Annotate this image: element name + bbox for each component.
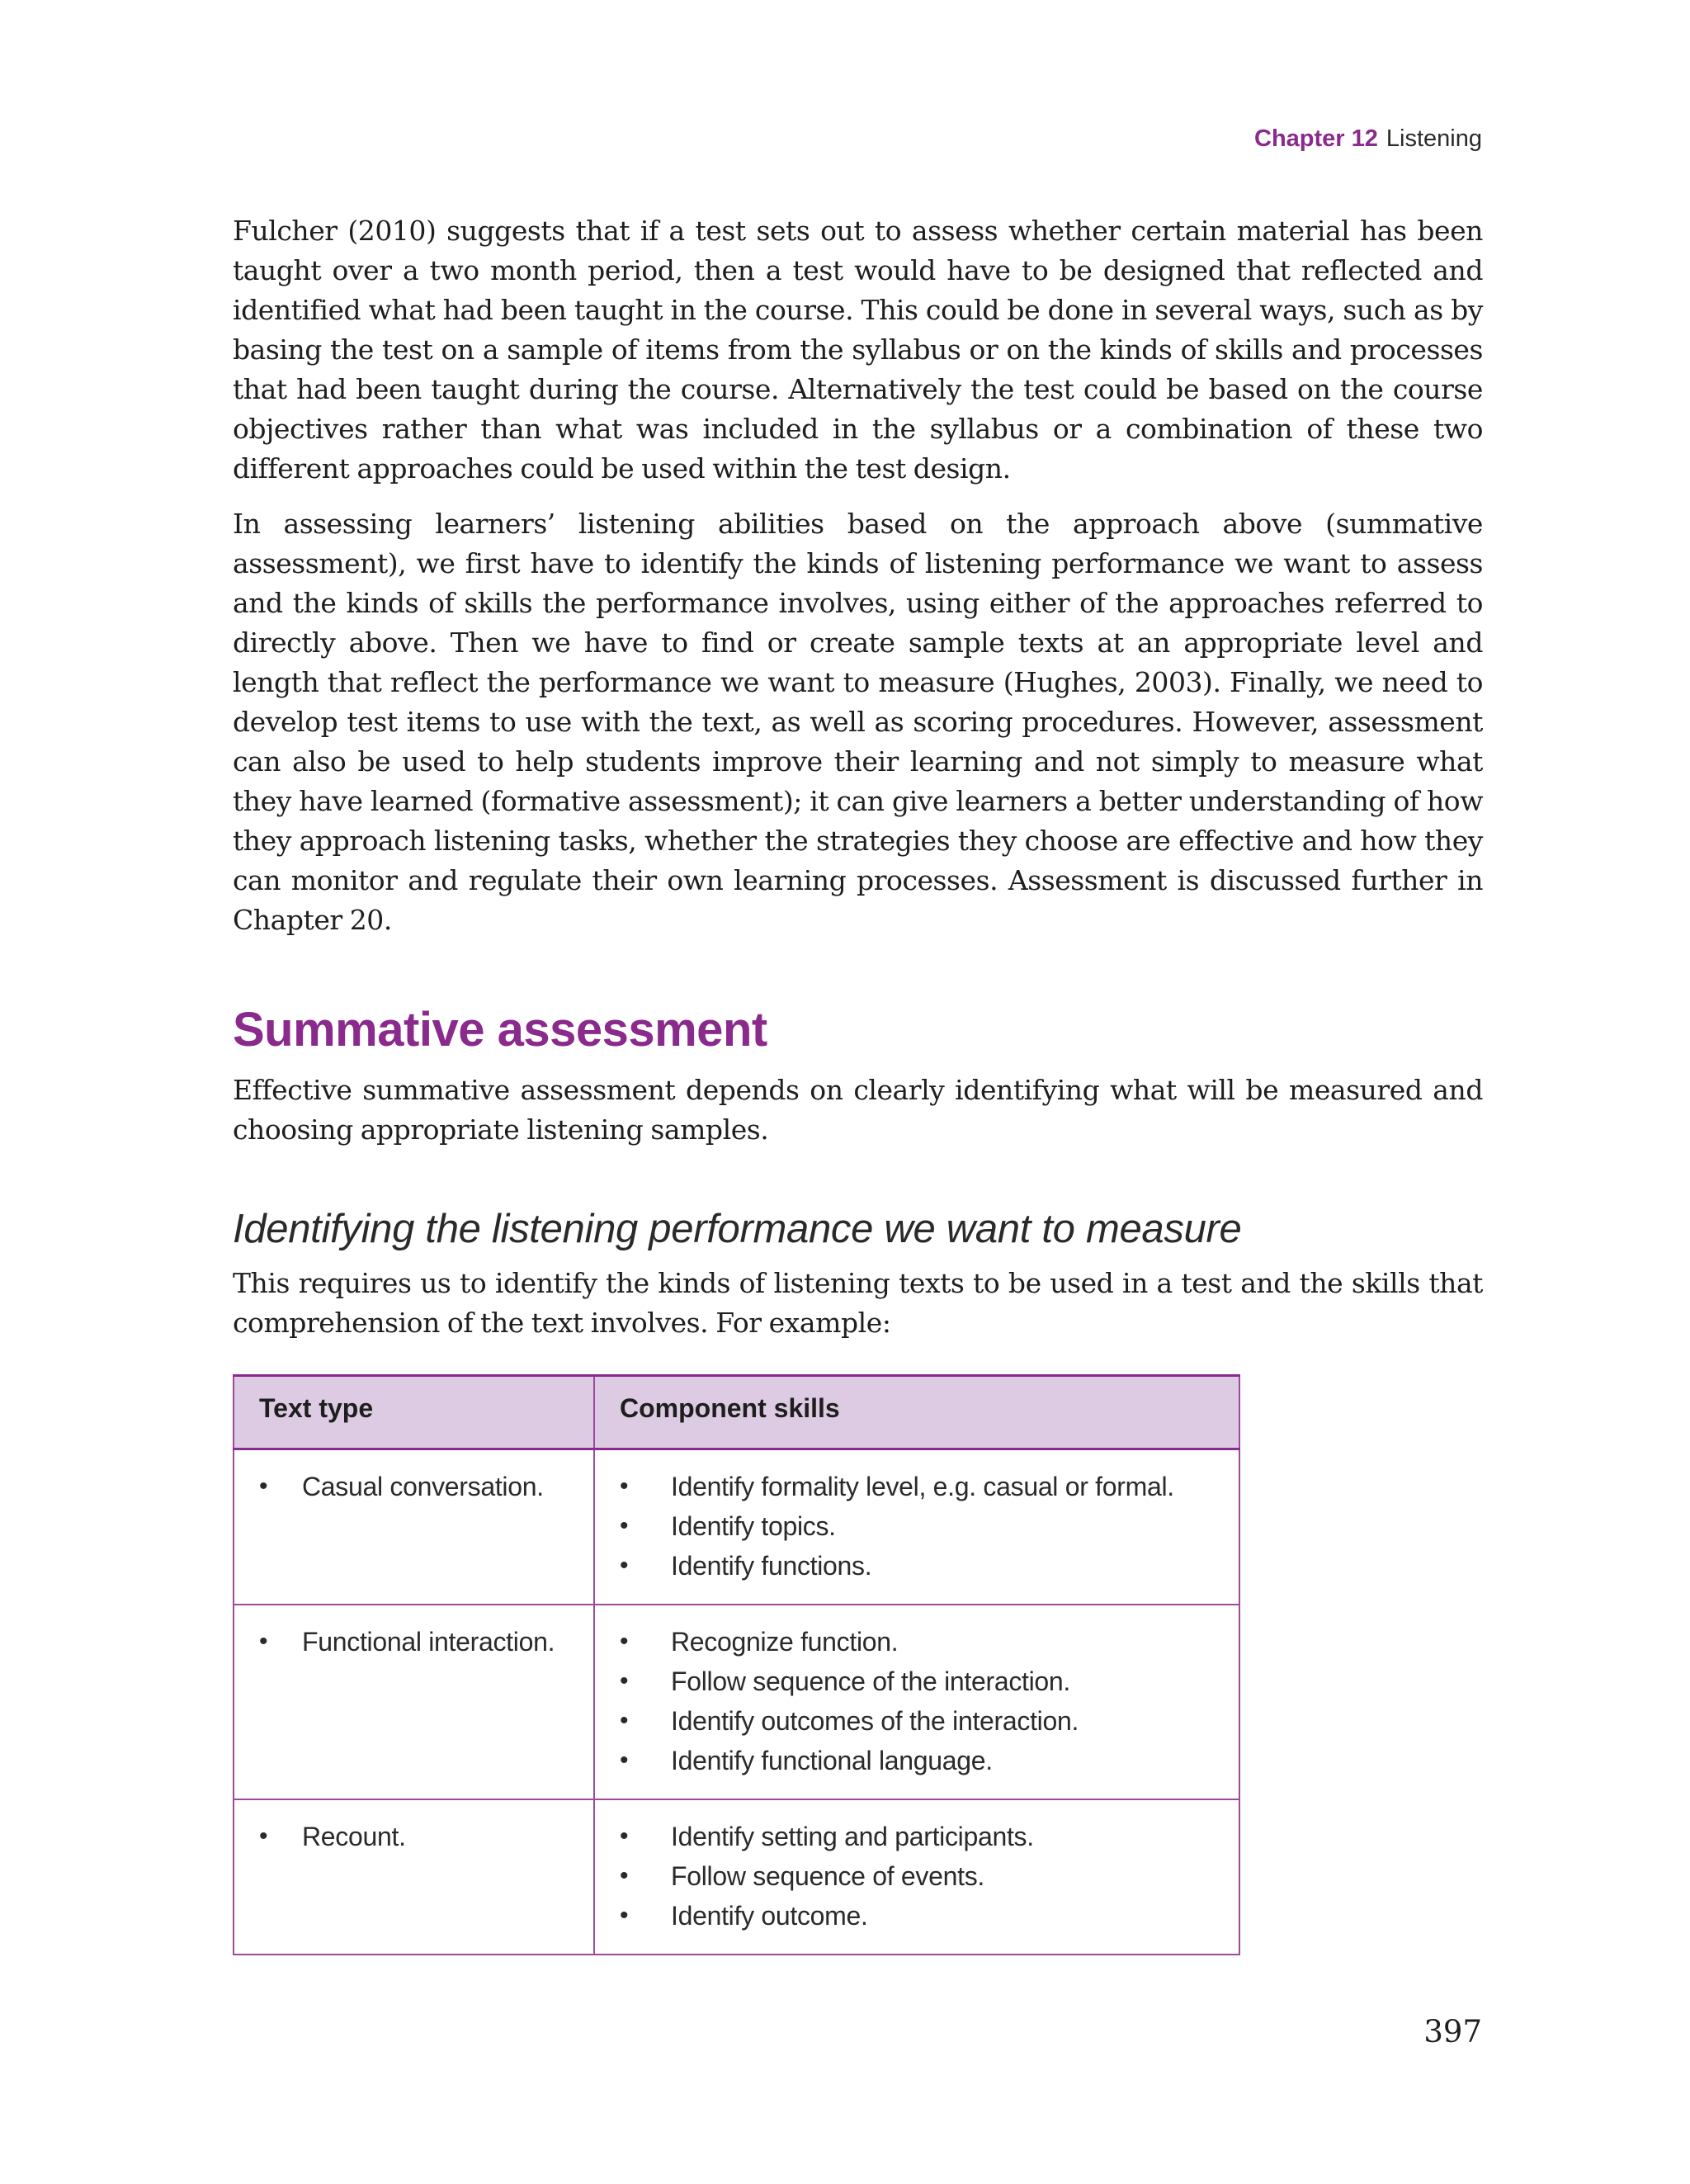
paragraph-fulcher: Fulcher (2010) suggests that if a test sets out to assess whether certain material has been taught over a two month period, then a test would have to be designed that reflected and identified what had been taught in the course. This could be done in several ways, such as by basing the test on a sample of items from the syllabus or on the kinds of skills and processes that had been taught during the course. Alternatively the test could be based on the course objectives rather than what was included in the syllabus or a combination of these two different approaches could be used within the test design. [233, 215, 1483, 485]
cell-component-skills [594, 1799, 1239, 1955]
header-text-type: Text type [234, 1376, 594, 1449]
page-number: 397 [1423, 2014, 1482, 2049]
list-item: • Follow sequence of events. [620, 1856, 1220, 1896]
list-item: • Identify setting and participants. [620, 1817, 1220, 1856]
list-item: • Identify outcome. [620, 1896, 1220, 1936]
section-heading: Summative assessment [233, 1003, 767, 1057]
cell-component-skills [594, 1605, 1239, 1799]
table-row [234, 1799, 1239, 1955]
cell-text-type [234, 1799, 594, 1955]
running-head-chapter: Chapter 12 [1254, 125, 1378, 152]
table-row [234, 1605, 1239, 1799]
paragraph-assessing: In assessing learners’ listening abilities based on the approach above (summative assessment), we first have to identify the kinds of listening performance we want to assess and the kinds of skills the performance involves, using either of the approaches referred to directly above. Then we have to find or create sample texts at an appropriate level and length that reflect the performance we want to measure (Hughes, 2003). Finally, we need to develop test items to use with the text, as well as scoring procedures. However, assessment can also be used to help students improve their learning and not simply to measure what they have learned (formative assessment); it can give learners a better understanding of how they approach listening tasks, whether the strategies they choose are effective and how they can monitor and regulate their own learning processes. Assessment is discussed further in Chapter 20. [233, 508, 1483, 936]
skills-table [233, 1374, 1240, 1955]
running-head [1254, 125, 1482, 153]
list-item: • Functional interaction. [259, 1622, 575, 1662]
list-item: • Casual conversation. [259, 1467, 575, 1506]
list-item: • Follow sequence of the interaction. [620, 1662, 1220, 1701]
table-header-row [234, 1376, 1239, 1449]
list-item: • Identify formality level, e.g. casual or formal. [620, 1467, 1220, 1506]
running-head-title: Listening [1386, 125, 1482, 152]
table-row [234, 1449, 1239, 1605]
list-item: • Recognize function. [620, 1622, 1220, 1662]
subsection-intro: This requires us to identify the kinds of listening texts to be used in a test and the skills that comprehension of the text involves. For example: [233, 1267, 1483, 1339]
cell-text-type [234, 1605, 594, 1799]
page-content [233, 211, 1483, 1955]
list-item: • Identify topics. [620, 1506, 1220, 1546]
header-component-skills: Component skills [594, 1376, 1239, 1449]
subsection-heading: Identifying the listening performance we want to measure [233, 1207, 1242, 1251]
section-intro: Effective summative assessment depends on clearly identifying what will be measured and choosing appropriate listening samples. [233, 1074, 1483, 1146]
cell-text-type [234, 1449, 594, 1605]
cell-component-skills [594, 1449, 1239, 1605]
list-item: • Identify functional language. [620, 1741, 1220, 1780]
list-item: • Identify outcomes of the interaction. [620, 1701, 1220, 1741]
list-item: • Identify functions. [620, 1546, 1220, 1586]
list-item: • Recount. [259, 1817, 575, 1856]
